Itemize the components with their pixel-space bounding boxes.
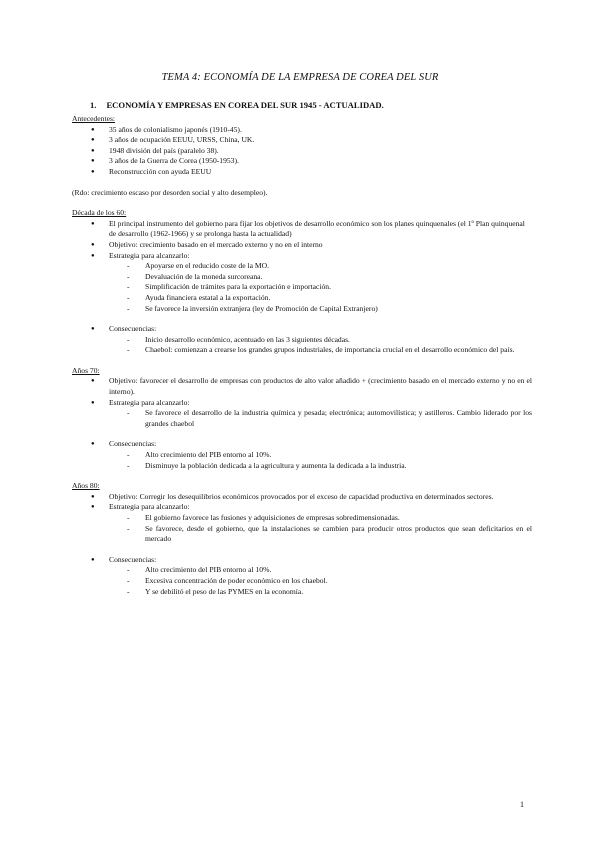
list-item: - Ayuda financiera estatal a la exportación.: [109, 293, 532, 304]
d60-estrategia-list: [109, 261, 532, 314]
document-body: [72, 114, 532, 597]
d70-consecuencias: [72, 439, 532, 471]
d60-consecuencias-list: [109, 335, 532, 356]
list-item: - Alto crecimiento del PIB entorno al 10%.: [109, 565, 532, 576]
document-title: TEMA 4: ECONOMÍA DE LA EMPRESA DE COREA DEL SUR: [161, 72, 439, 83]
list-item: - Devaluación de la moneda surcoreana.: [109, 272, 532, 283]
list-item: - Y se debilitó el peso de las PYMES en la economía.: [109, 587, 532, 598]
d60-objetivo: ● Objetivo: crecimiento basado en el mercado externo y no en el interno: [72, 240, 532, 251]
list-item: - Chaebol: comienzan a crearse los grandes grupos industriales, de importancia crucial en el desarrollo económico del país.: [109, 345, 532, 356]
d80-consecuencias-label: ● Consecuencias:: [109, 554, 157, 564]
list-item: ● 1948 división del país (paralelo 38).: [72, 146, 532, 157]
d60-estrategia: [72, 251, 532, 315]
d60-consecuencias: [72, 324, 532, 356]
list-item: - Excesiva concentración de poder económico en los chaebol.: [109, 576, 532, 587]
antecedentes-list: [72, 125, 532, 178]
section-number: 1.: [90, 100, 97, 110]
list-item: - Se favorece la inversión extranjera (ley de Promoción de Capital Extranjero): [109, 304, 532, 315]
d60-plan: ● El principal instrumento del gobierno para fijar los objetivos de desarrollo económico son los planes quinquenales (el 1º Plan quinquenal de desarrollo (1962-1966) y se prolonga hasta la actualidad): [72, 219, 532, 240]
d80-estrategia: [72, 502, 532, 544]
d70-consecuencias-list: [109, 450, 532, 471]
list-item: - Alto crecimiento del PIB entorno al 10%.: [109, 450, 532, 461]
d80-objetivo: ● Objetivo: Corregir los desequilibrios económicos provocados por el exceso de capacidad productiva en determinados sectores.: [72, 492, 532, 503]
antecedentes-label: Antecedentes:: [72, 114, 116, 123]
list-item: - Se favorece el desarrollo de la industria química y pesada; electrónica; automovilística; y astilleros. Cambio liderado por los grandes chaebol: [109, 408, 532, 429]
d60-consecuencias-label: ● Consecuencias:: [109, 324, 157, 334]
list-item: - Inicio desarrollo económico, acentuado en las 3 siguientes décadas.: [109, 335, 532, 346]
list-item: - Apoyarse en el reducido coste de la MO.: [109, 261, 532, 272]
d70-consecuencias-label: ● Consecuencias:: [109, 439, 157, 449]
d80-label: Años 80:: [72, 481, 100, 491]
d80-list: [72, 492, 532, 545]
d70-estrategia-list: [109, 408, 532, 429]
list-item: - Se favorece, desde el gobierno, que la instalaciones se cambien para producir otros productos que sean deficitarios en el mercado: [109, 524, 532, 545]
section-heading-text: ECONOMÍA Y EMPRESAS EN COREA DEL SUR 1945 - ACTUALIDAD.: [106, 100, 384, 110]
d80-consecuencias-list: [109, 565, 532, 597]
d60-label: Década de los 60:: [72, 208, 127, 218]
list-item: - El gobierno favorece las fusiones y adquisiciones de empresas sobredimensionadas.: [109, 513, 532, 524]
list-item: - Simplificación de trámites para la exportación e importación.: [109, 282, 532, 293]
list-item: ● 3 años de la Guerra de Corea (1950-1953).: [72, 156, 532, 167]
antecedentes-note: (Rdo: crecimiento escaso por desorden social y alto desempleo).: [72, 187, 268, 197]
section-heading: [90, 100, 384, 110]
page-number: 1: [520, 800, 524, 809]
d70-list: [72, 376, 532, 429]
d80-estrategia-label: ● Estrategia para alcanzarlo:: [109, 502, 190, 512]
d70-objetivo: ● Objetivo: favorecer el desarrollo de empresas con productos de alto valor añadido + (crecimiento basado en el mercado externo y no en el interno).: [72, 376, 532, 397]
d60-estrategia-label: ● Estrategia para alcanzarlo:: [109, 250, 190, 260]
list-item: ● 3 años de ocupación EEUU, URSS, China, UK.: [72, 135, 532, 146]
d70-estrategia: [72, 398, 532, 430]
list-item: ● Reconstrucción con ayuda EEUU: [72, 167, 532, 178]
d70-estrategia-label: ● Estrategia para alcanzarlo:: [109, 397, 190, 407]
d60-list: [72, 219, 532, 314]
d70-label: Años 70:: [72, 365, 100, 375]
list-item: - Disminuye la población dedicada a la agricultura y aumenta la dedicada a la industria.: [109, 461, 532, 472]
list-item: ● 35 años de colonialismo japonés (1910-45).: [72, 125, 532, 136]
d80-consecuencias: [72, 555, 532, 597]
d80-estrategia-list: [109, 513, 532, 545]
